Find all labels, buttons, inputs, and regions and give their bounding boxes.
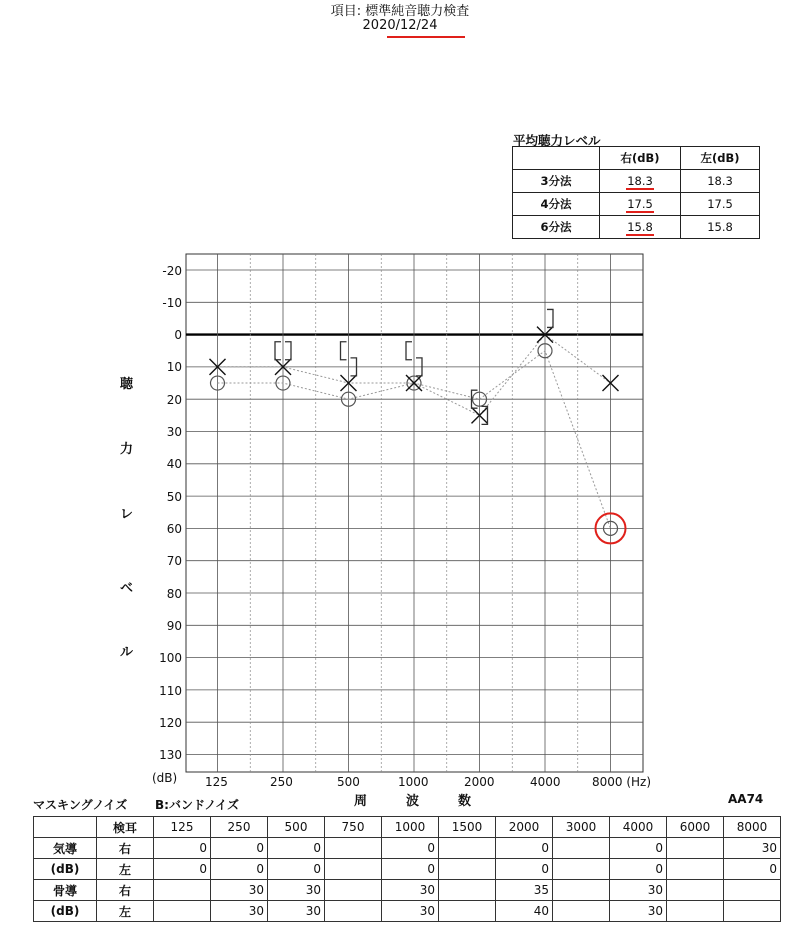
- y-axis-label-char: 聴: [120, 377, 134, 392]
- masking-value: 0: [724, 859, 781, 880]
- masking-header-freq: 125: [154, 817, 211, 838]
- left-bracket-marker: [275, 342, 281, 360]
- masking-value: [439, 901, 496, 922]
- average-right-value: 18.3: [627, 174, 653, 188]
- masking-noise-type: B:バンドノイズ: [155, 798, 240, 812]
- x-tick-label: 1000: [398, 775, 429, 789]
- y-unit-label: (dB): [152, 771, 178, 785]
- report-date: 2020/12/24: [362, 18, 438, 33]
- masking-header-freq: 750: [325, 817, 382, 838]
- x-axis-label-char: 波: [406, 794, 420, 809]
- masking-value: 40: [496, 901, 553, 922]
- report-title: 項目: 標準純音聴力検査: [330, 4, 470, 19]
- masking-table: [33, 816, 781, 922]
- masking-value: 30: [211, 901, 268, 922]
- y-tick-label: 10: [166, 360, 182, 374]
- y-tick-label: 50: [166, 490, 182, 504]
- masking-value: [553, 838, 610, 859]
- y-tick-label: 130: [159, 748, 182, 762]
- y-tick-label: 30: [166, 425, 182, 439]
- masking-value: [667, 880, 724, 901]
- masking-value: [325, 901, 382, 922]
- masking-value: [724, 880, 781, 901]
- average-header-right: 右(dB): [600, 147, 681, 170]
- x-tick-label: 250: [270, 775, 293, 789]
- masking-value: 0: [211, 859, 268, 880]
- masking-value: 0: [154, 859, 211, 880]
- masking-value: [439, 859, 496, 880]
- y-tick-label: -10: [162, 296, 182, 310]
- masking-value: 30: [610, 901, 667, 922]
- average-table-title: 平均聴力レベル: [513, 133, 601, 148]
- masking-value: [325, 880, 382, 901]
- y-tick-label: 110: [159, 684, 182, 698]
- average-left-value: 18.3: [681, 170, 760, 193]
- masking-group: (dB): [34, 901, 97, 922]
- x-axis-label-char: 数: [458, 794, 472, 809]
- masking-header-freq: 250: [211, 817, 268, 838]
- y-tick-label: 80: [166, 587, 182, 601]
- masking-value: [553, 901, 610, 922]
- y-tick-label: 100: [159, 651, 182, 665]
- masking-ear: 左: [97, 859, 154, 880]
- masking-value: [439, 880, 496, 901]
- y-tick-label: -20: [162, 264, 182, 278]
- x-tick-label: 4000: [530, 775, 561, 789]
- y-tick-label: 120: [159, 716, 182, 730]
- y-tick-label: 90: [166, 619, 182, 633]
- masking-value: 0: [154, 838, 211, 859]
- masking-value: 0: [382, 838, 439, 859]
- y-tick-label: 0: [174, 328, 182, 342]
- average-right-value: 15.8: [627, 220, 653, 234]
- masking-value: 0: [610, 859, 667, 880]
- masking-value: 0: [211, 838, 268, 859]
- y-axis-label-char: 力: [120, 442, 134, 457]
- masking-group: 骨導: [34, 880, 97, 901]
- masking-value: [439, 838, 496, 859]
- masking-header-freq: 6000: [667, 817, 724, 838]
- masking-value: 30: [268, 880, 325, 901]
- masking-value: 30: [211, 880, 268, 901]
- masking-value: 0: [610, 838, 667, 859]
- x-tick-label: 500: [337, 775, 360, 789]
- masking-value: [325, 859, 382, 880]
- masking-value: [667, 901, 724, 922]
- average-method: 3分法: [513, 170, 600, 193]
- y-tick-label: 40: [166, 457, 182, 471]
- y-axis-label-char: ベ: [120, 581, 134, 596]
- masking-value: [553, 880, 610, 901]
- masking-value: 35: [496, 880, 553, 901]
- y-tick-label: 70: [166, 554, 182, 568]
- masking-group: 気導: [34, 838, 97, 859]
- masking-header-freq: 1000: [382, 817, 439, 838]
- right-bracket-marker: [547, 309, 553, 327]
- y-tick-label: 20: [166, 393, 182, 407]
- masking-ear: 右: [97, 838, 154, 859]
- x-tick-label: 125: [205, 775, 228, 789]
- masking-value: 30: [382, 901, 439, 922]
- masking-value: [724, 901, 781, 922]
- masking-value: 0: [496, 859, 553, 880]
- y-axis-label-char: レ: [120, 507, 134, 522]
- masking-value: [325, 838, 382, 859]
- masking-value: 0: [382, 859, 439, 880]
- average-method: 6分法: [513, 216, 600, 239]
- masking-value: [154, 901, 211, 922]
- masking-value: [667, 838, 724, 859]
- average-method: 4分法: [513, 193, 600, 216]
- masking-value: 30: [382, 880, 439, 901]
- y-tick-label: 60: [166, 522, 182, 536]
- masking-value: [553, 859, 610, 880]
- average-right-value: 17.5: [627, 197, 653, 211]
- masking-value: [667, 859, 724, 880]
- right-bracket-marker: [285, 342, 291, 360]
- masking-header-freq: 2000: [496, 817, 553, 838]
- y-axis-label-char: ル: [120, 645, 134, 660]
- masking-value: 30: [610, 880, 667, 901]
- device-code: AA74: [728, 792, 764, 806]
- masking-value: 0: [496, 838, 553, 859]
- masking-value: 30: [268, 901, 325, 922]
- masking-header-freq: 1500: [439, 817, 496, 838]
- masking-value: [154, 880, 211, 901]
- plot-frame: [186, 254, 643, 772]
- masking-value: 30: [724, 838, 781, 859]
- masking-header-ear: 検耳: [97, 817, 154, 838]
- masking-noise-label: マスキングノイズ: [33, 798, 128, 812]
- x-tick-label: 8000 (Hz): [592, 775, 652, 789]
- x-axis-label-char: 周: [354, 794, 368, 809]
- average-left-value: 15.8: [681, 216, 760, 239]
- average-left-value: 17.5: [681, 193, 760, 216]
- masking-header-freq: 8000: [724, 817, 781, 838]
- masking-value: 0: [268, 859, 325, 880]
- left-bracket-marker: [406, 342, 412, 360]
- masking-value: 0: [268, 838, 325, 859]
- masking-header-freq: 500: [268, 817, 325, 838]
- average-header-left: 左(dB): [681, 147, 760, 170]
- masking-ear: 左: [97, 901, 154, 922]
- masking-ear: 右: [97, 880, 154, 901]
- x-tick-label: 2000: [464, 775, 495, 789]
- masking-group: (dB): [34, 859, 97, 880]
- masking-corner-cell: [34, 817, 97, 838]
- masking-header-freq: 3000: [553, 817, 610, 838]
- masking-header-freq: 4000: [610, 817, 667, 838]
- left-bracket-marker: [341, 342, 347, 360]
